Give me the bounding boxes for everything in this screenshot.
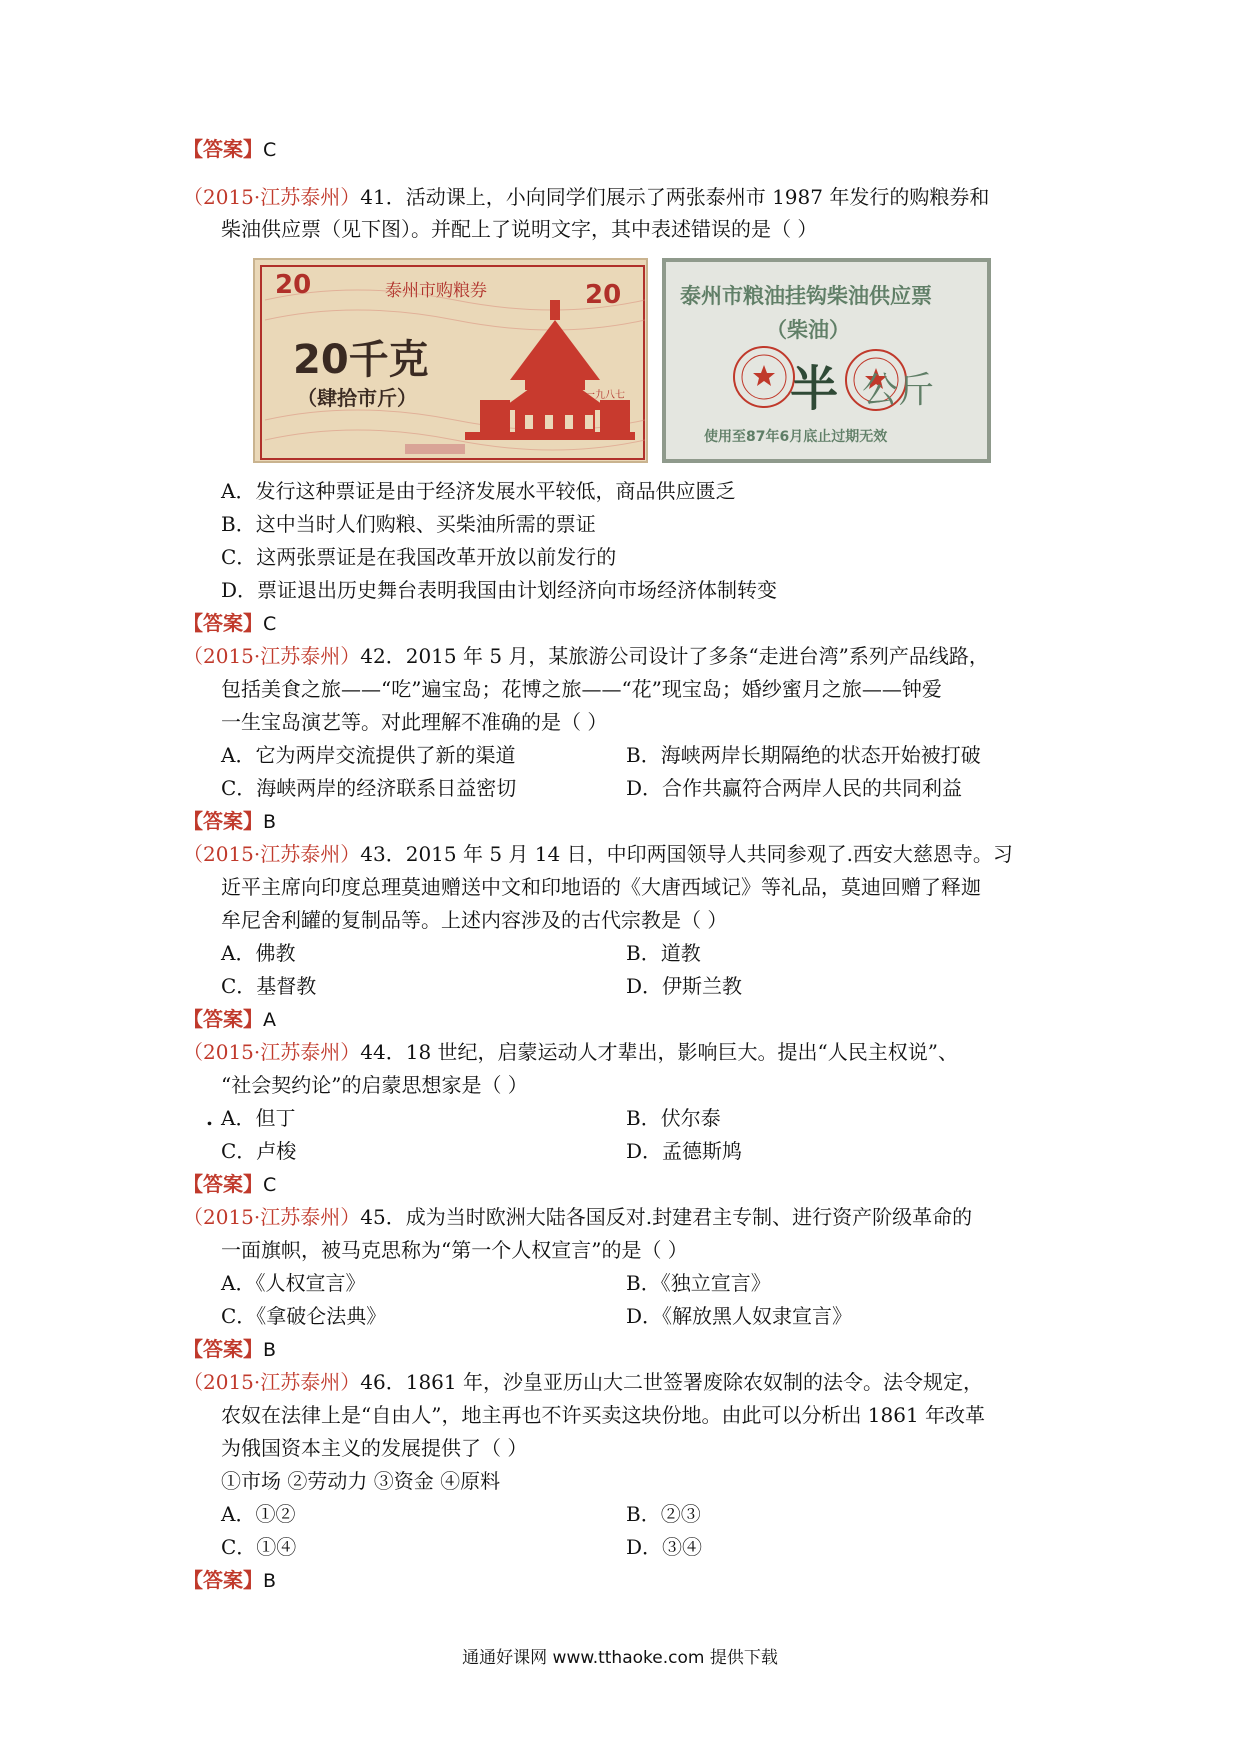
answer-label: 【答案】 [183, 137, 263, 161]
option-a: A．①② [221, 1502, 296, 1526]
option-b: B．②③ [626, 1502, 701, 1526]
option-c: C．海峡两岸的经济联系日益密切 [221, 776, 517, 800]
answer-line: 【答案】B [183, 809, 277, 833]
grain-coupon-sub: （肆拾市斤） [297, 386, 417, 410]
diesel-coupon-sub: （柴油） [766, 318, 850, 342]
answer-line: 【答案】C [183, 611, 277, 635]
option-a: A．它为两岸交流提供了新的渠道 [221, 743, 516, 767]
grain-coupon-image [253, 258, 648, 463]
option-d: D．③④ [626, 1535, 703, 1559]
option-d: D．票证退出历史舞台表明我国由计划经济向市场经济体制转变 [221, 578, 778, 602]
grain-coupon-num-right: 20 [585, 280, 622, 310]
option-b: B．《独立宣言》 [626, 1271, 771, 1295]
option-c: C．基督教 [221, 974, 317, 998]
option-a: A．但丁 [221, 1106, 296, 1130]
option-c: C．卢梭 [221, 1139, 297, 1163]
question-43-line1: （2015·江苏泰州）43．2015 年 5 月 14 日，中印两国领导人共同参观了.西安大慈恩寺。习 [183, 842, 1013, 866]
question-46-line1: （2015·江苏泰州）46．1861 年，沙皇亚历山大二世签署废除农奴制的法令。法令规定， [183, 1370, 983, 1394]
stray-dot: . [206, 1106, 213, 1130]
option-c: C．①④ [221, 1535, 297, 1559]
question-44-line2: “社会契约论”的启蒙思想家是（ ） [221, 1073, 528, 1097]
diesel-coupon-amount-half: 半 [790, 361, 839, 417]
question-46-items: ①市场 ②劳动力 ③资金 ④原料 [221, 1469, 501, 1493]
question-42-line2: 包括美食之旅——“吃”遍宝岛；花博之旅——“花”现宝岛；婚纱蜜月之旅——钟爱 [221, 677, 942, 701]
question-45-line2: 一面旗帜，被马克思称为“第一个人权宣言”的是（ ） [221, 1238, 688, 1262]
option-d: D．合作共赢符合两岸人民的共同利益 [626, 776, 963, 800]
answer-line: 【答案】A [183, 1007, 276, 1031]
option-a: A．发行这种票证是由于经济发展水平较低，商品供应匮乏 [221, 479, 736, 503]
question-41-line1: （2015·江苏泰州）41．活动课上，小向同学们展示了两张泰州市 1987 年发行的购粮券和 [183, 185, 990, 209]
question-44-line1: （2015·江苏泰州）44．18 世纪，启蒙运动人才辈出，影响巨大。提出“人民主权说”、 [183, 1040, 958, 1064]
option-d: D．《解放黑人奴隶宣言》 [626, 1304, 853, 1328]
grain-coupon-title: 泰州市购粮券 [385, 281, 487, 301]
option-c: C．这两张票证是在我国改革开放以前发行的 [221, 545, 617, 569]
diesel-coupon-image [662, 258, 991, 463]
question-42-line3: 一生宝岛演艺等。对此理解不准确的是（ ） [221, 710, 608, 734]
option-c: C．《拿破仑法典》 [221, 1304, 387, 1328]
diesel-coupon-amount-unit: 公斤 [862, 370, 935, 411]
diesel-coupon-footer: 使用至87年6月底止过期无效 [704, 429, 888, 445]
grain-coupon-year: 一九八七 [585, 390, 625, 401]
question-43-line2: 近平主席向印度总理莫迪赠送中文和印地语的《大唐西域记》等礼品，莫迪回赠了释迦 [221, 875, 981, 899]
question-43-line3: 牟尼舍利罐的复制品等。上述内容涉及的古代宗教是（ ） [221, 908, 728, 932]
question-source: （2015·江苏泰州） [183, 185, 361, 209]
page-footer: 通通好课网 www.tthaoke.com 提供下载 [462, 1648, 778, 1668]
diesel-coupon-title: 泰州市粮油挂钩柴油供应票 [680, 284, 932, 308]
question-46-line3: 为俄国资本主义的发展提供了（ ） [221, 1436, 528, 1460]
option-a: A．佛教 [221, 941, 296, 965]
option-d: D．伊斯兰教 [626, 974, 743, 998]
option-d: D．孟德斯鸠 [626, 1139, 743, 1163]
answer-value: C [263, 139, 277, 161]
option-b: B．这中当时人们购粮、买柴油所需的票证 [221, 512, 596, 536]
question-46-line2: 农奴在法律上是“自由人”，地主再也不许买卖这块份地。由此可以分析出 1861 年改革 [221, 1403, 986, 1427]
answer-line: 【答案】C [183, 1172, 277, 1196]
grain-coupon-num-left: 20 [275, 270, 312, 300]
option-b: B．道教 [626, 941, 701, 965]
answer-line: 【答案】B [183, 1568, 277, 1592]
grain-coupon-amount: 20千克 [293, 337, 429, 383]
answer-line [183, 133, 276, 165]
answer-line: 【答案】B [183, 1337, 277, 1361]
question-45-line1: （2015·江苏泰州）45．成为当时欧洲大陆各国反对.封建君主专制、进行资产阶级革命的 [183, 1205, 973, 1229]
option-a: A．《人权宣言》 [221, 1271, 366, 1295]
option-b: B．海峡两岸长期隔绝的状态开始被打破 [626, 743, 981, 767]
question-42-line1: （2015·江苏泰州）42．2015 年 5 月，某旅游公司设计了多条“走进台湾”系列产品线路， [183, 644, 989, 668]
question-41-line2: 柴油供应票（见下图）。并配上了说明文字，其中表述错误的是（ ） [221, 217, 818, 241]
option-b: B．伏尔泰 [626, 1106, 721, 1130]
